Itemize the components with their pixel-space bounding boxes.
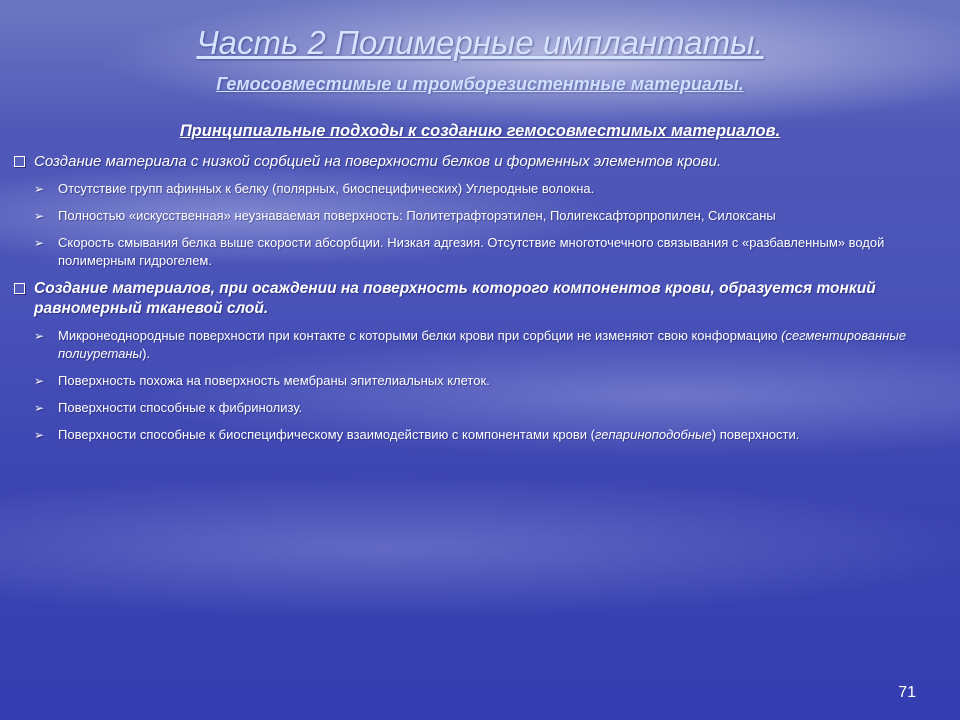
sub-bullet-text: Поверхности способные к биоспецифическому взаимодействию с компонентами крови (	[58, 427, 596, 442]
sub-bullet	[12, 234, 930, 270]
sub-bullet	[12, 180, 930, 198]
sub-bullet-text: Поверхность похожа на поверхность мембраны эпителиальных клеток.	[58, 373, 490, 388]
sub-bullet-text-end: ).	[142, 346, 151, 361]
arrow-bullet-icon: ➢	[34, 428, 45, 442]
sub-bullet-italic-text: (сегментированные полиуретаны	[58, 328, 907, 361]
sub-bullet	[12, 426, 930, 444]
checkbox-bullet-icon	[14, 283, 25, 294]
slide-content	[12, 152, 930, 453]
bullet-section-1	[12, 152, 930, 172]
sub-bullet-text: Скорость смывания белка выше скорости абсорбции. Низкая адгезия. Отсутствие многоточечного связывания с «разбавленным» водой полимерным гидрогелем.	[58, 235, 885, 268]
sub-bullet	[12, 399, 930, 417]
slide-subtitle: Гемосовместимые и тромборезистентные материалы.	[216, 74, 744, 94]
sub-bullet	[12, 372, 930, 390]
sub-bullet	[12, 327, 930, 363]
sub-bullet	[12, 207, 930, 225]
bullet-section-2	[12, 279, 930, 319]
sub-bullet-text-end: ) поверхности.	[711, 427, 800, 442]
bullet-section-2-text: Создание материалов, при осаждении на поверхность которого компонентов крови, образуется тонкий равномерный тканевой слой.	[34, 280, 876, 317]
arrow-bullet-icon: ➢	[34, 236, 45, 250]
arrow-bullet-icon: ➢	[34, 329, 45, 343]
sub-bullet-text: Отсутствие групп афинных к белку (полярных, биоспецифических) Углеродные волокна.	[58, 181, 595, 196]
page-number: 71	[898, 684, 916, 701]
arrow-bullet-icon: ➢	[34, 182, 45, 196]
sub-bullet-text: Микронеоднородные поверхности при контакте с которыми белки крови при сорбции не изменяют свою конформацию	[58, 328, 782, 343]
sub-bullet-text: Поверхности способные к фибринолизу.	[58, 400, 303, 415]
checkbox-bullet-icon	[14, 156, 25, 167]
sub-bullet-text: Полностью «искусственная» неузнаваемая поверхность: Политетрафторэтилен, Полигексафторпропилен, Силоксаны	[58, 208, 776, 223]
arrow-bullet-icon: ➢	[34, 401, 45, 415]
section-heading: Принципиальные подходы к созданию гемосовместимых материалов.	[179, 122, 781, 140]
sub-bullet-italic-text: гепаринoподобные	[595, 427, 712, 442]
bullet-section-1-text: Создание материала с низкой сорбцией на поверхности белков и форменных элементов крови.	[34, 153, 722, 170]
arrow-bullet-icon: ➢	[34, 374, 45, 388]
arrow-bullet-icon: ➢	[34, 209, 45, 223]
slide-title: Часть 2 Полимерные имплантаты.	[196, 24, 764, 61]
